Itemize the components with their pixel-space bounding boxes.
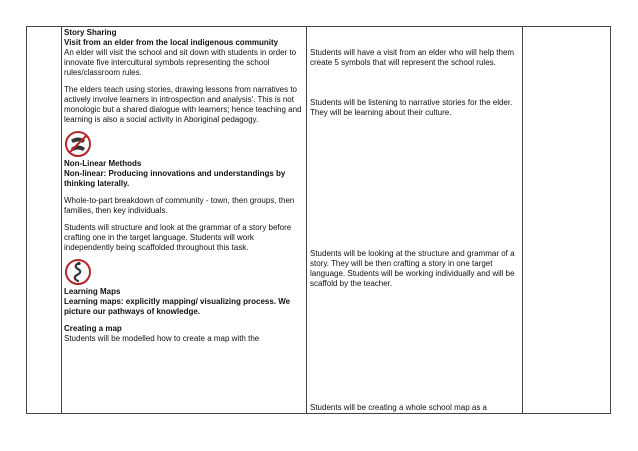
creating-map-heading: Creating a map [64, 324, 122, 333]
outcome-1-text: Students will have a visit from an elder who will help them create 5 symbols that will represent the school rules. [310, 48, 515, 67]
table-border-left [26, 26, 27, 414]
outcome-3-text: Students will be looking at the structure and grammar of a story. They will be then crafting a story in one target language. Students will be working individually and will be scaffold by the teacher. [310, 249, 515, 288]
outcome-4 [310, 403, 520, 413]
table-border-col3 [522, 26, 523, 414]
table-border-top [26, 26, 611, 27]
story-body-2: The elders teach using stories, drawing lessons from narratives to actively involve learners in introspection and analysis'. This is not monologic but a shared dialogue with learners; hence teaching and learning is also a social activity in Aboriginal pedagogy. [64, 85, 302, 124]
outcome-4-text: Students will be creating a whole school map as a [310, 403, 487, 412]
outcome-2-text: Students will be listening to narrative stories for the elder. They will be learning about their culture. [310, 98, 513, 117]
table-border-right [610, 26, 611, 414]
table-border-col1 [61, 26, 62, 414]
nonlinear-subheading: Non-linear: Producing innovations and understandings by thinking laterally. [64, 169, 286, 188]
outcome-2 [310, 98, 520, 118]
boomerang-icon [65, 131, 91, 157]
table-border-bottom [26, 413, 611, 414]
story-heading: Story Sharing [64, 28, 117, 37]
story-body-1: An elder will visit the school and sit down with students in order to innovate five intercultural symbols representing the school rules/classroom rules. [64, 48, 297, 77]
maps-subheading: Learning maps: explicitly mapping/ visualizing process. We picture our pathways of knowledge. [64, 297, 291, 316]
maps-heading: Learning Maps [64, 287, 121, 296]
outcome-1 [310, 48, 520, 68]
table-border-col2 [306, 26, 307, 414]
outcome-3 [310, 249, 520, 289]
nonlinear-heading: Non-Linear Methods [64, 159, 142, 168]
snake-icon [65, 259, 91, 285]
nonlinear-body-2: Students will structure and look at the grammar of a story before crafting one in the target language. Students will work independently being scaffolded throughout this task. [64, 223, 292, 252]
story-subheading: Visit from an elder from the local indigenous community [64, 38, 279, 47]
maps-body-1: Students will be modelled how to create a map with the [64, 334, 260, 343]
nonlinear-body-1: Whole-to-part breakdown of community - town, then groups, then families, then key individuals. [64, 196, 295, 215]
activities-column [64, 28, 304, 344]
